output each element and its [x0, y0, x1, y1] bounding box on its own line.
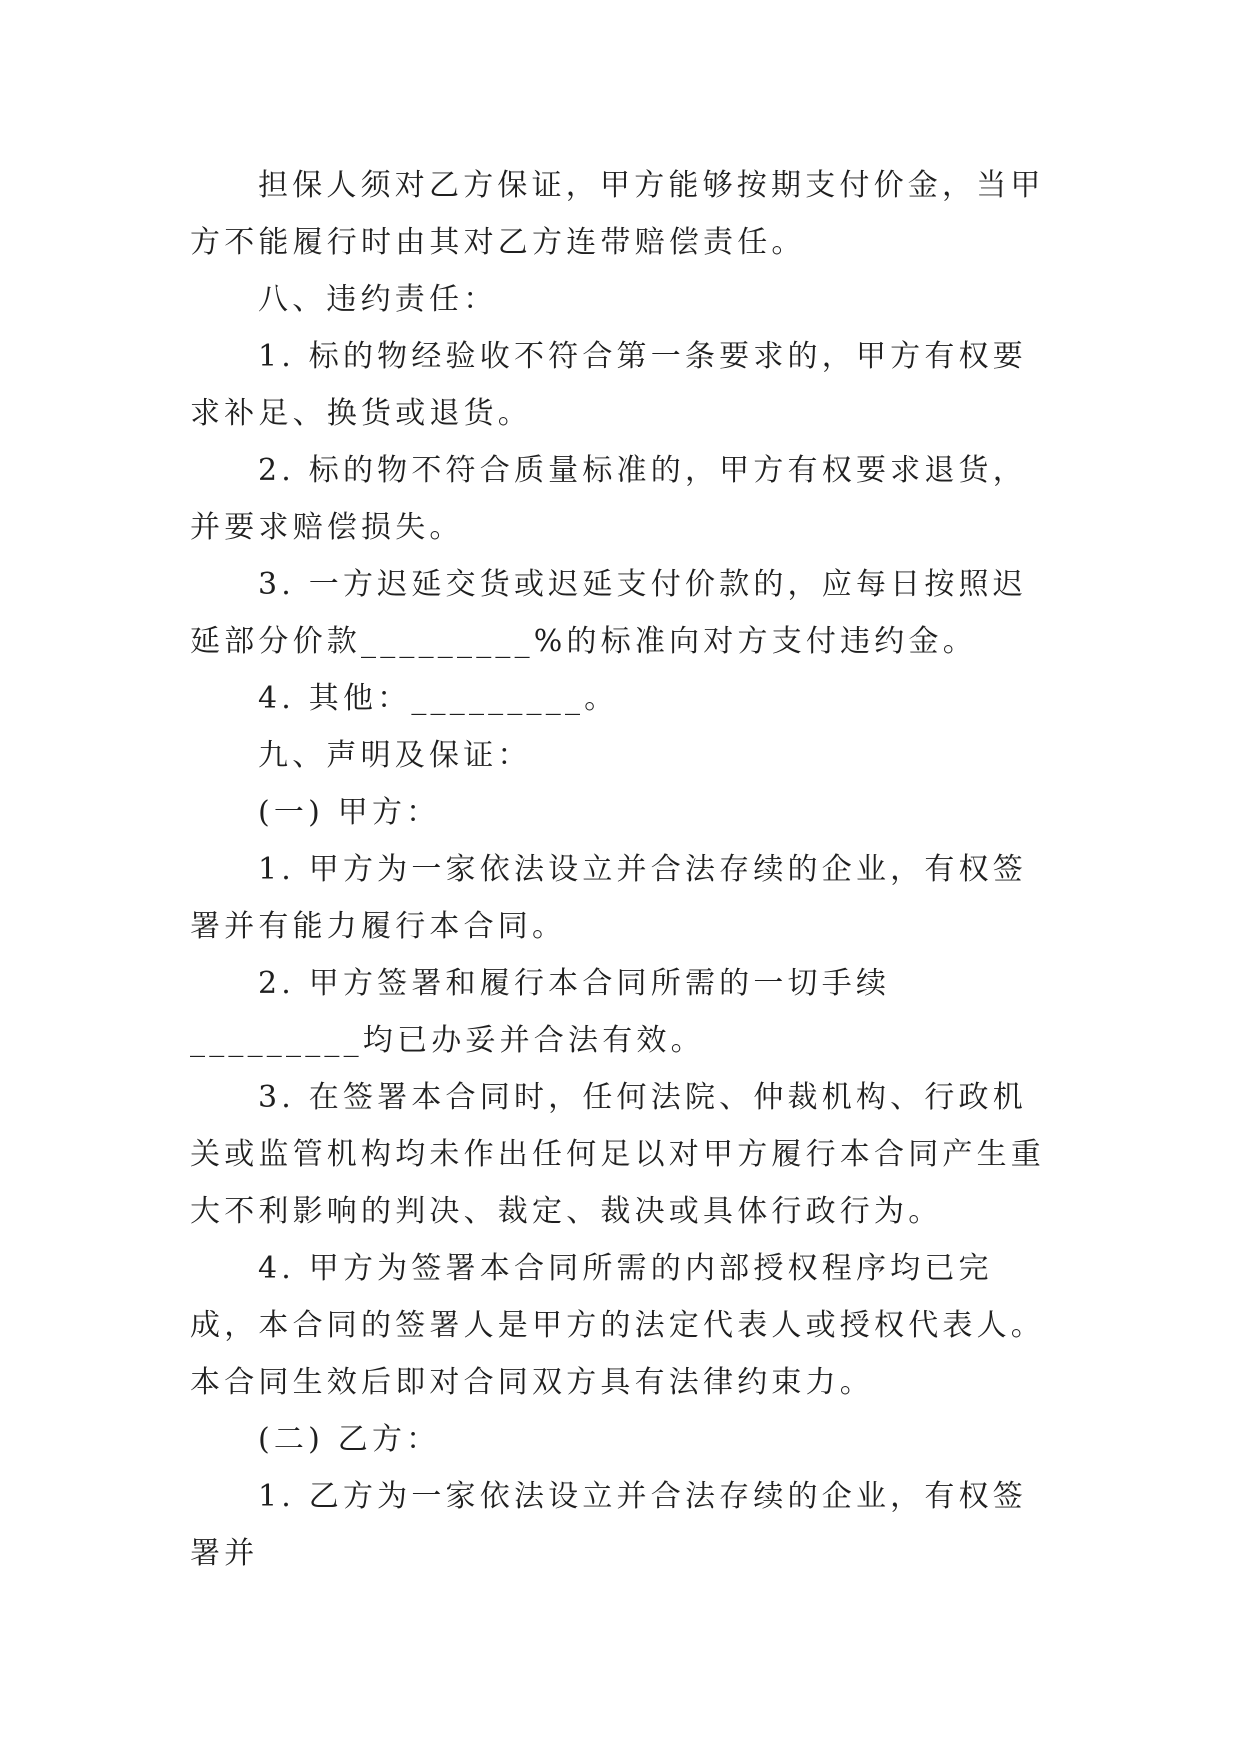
- paragraph-breach-1: 1. 标的物经验收不符合第一条要求的，甲方有权要求补足、换货或退货。: [190, 339, 1027, 431]
- paragraph-breach-2: 2. 标的物不符合质量标准的，甲方有权要求退货，并要求赔偿损失。: [190, 453, 1027, 545]
- paragraph-party-b-1: 1. 乙方为一家依法设立并合法存续的企业，有权签署并: [190, 1479, 1027, 1571]
- paragraph-breach-3: 3. 一方迟延交货或迟延支付价款的，应每日按照迟延部分价款_________%的标准向对方支付违约金。: [190, 567, 1027, 659]
- paragraph-party-a-1: 1. 甲方为一家依法设立并合法存续的企业，有权签署并有能力履行本合同。: [190, 852, 1027, 944]
- subheading-party-a: (一) 甲方：: [258, 795, 441, 830]
- heading-declarations: 九、声明及保证：: [258, 738, 532, 773]
- document-body: [190, 157, 1050, 1582]
- paragraph-party-a-3: 3. 在签署本合同时，任何法院、仲裁机构、行政机关或监管机构均未作出任何足以对甲方履行本合同产生重大不利影响的判决、裁定、裁决或具体行政行为。: [190, 1080, 1045, 1229]
- subheading-party-b: (二) 乙方：: [258, 1422, 441, 1457]
- paragraph-party-a-4: 4. 甲方为签署本合同所需的内部授权程序均已完成，本合同的签署人是甲方的法定代表人或授权代表人。本合同生效后即对合同双方具有法律约束力。: [190, 1251, 1045, 1400]
- paragraph-guarantor: 担保人须对乙方保证，甲方能够按期支付价金，当甲方不能履行时由其对乙方连带赔偿责任。: [190, 168, 1045, 260]
- paragraph-breach-4: 4. 其他：_________。: [258, 681, 619, 716]
- heading-breach-liability: 八、违约责任：: [258, 282, 498, 317]
- paragraph-party-a-2: 2. 甲方签署和履行本合同所需的一切手续_________均已办妥并合法有效。: [190, 966, 891, 1058]
